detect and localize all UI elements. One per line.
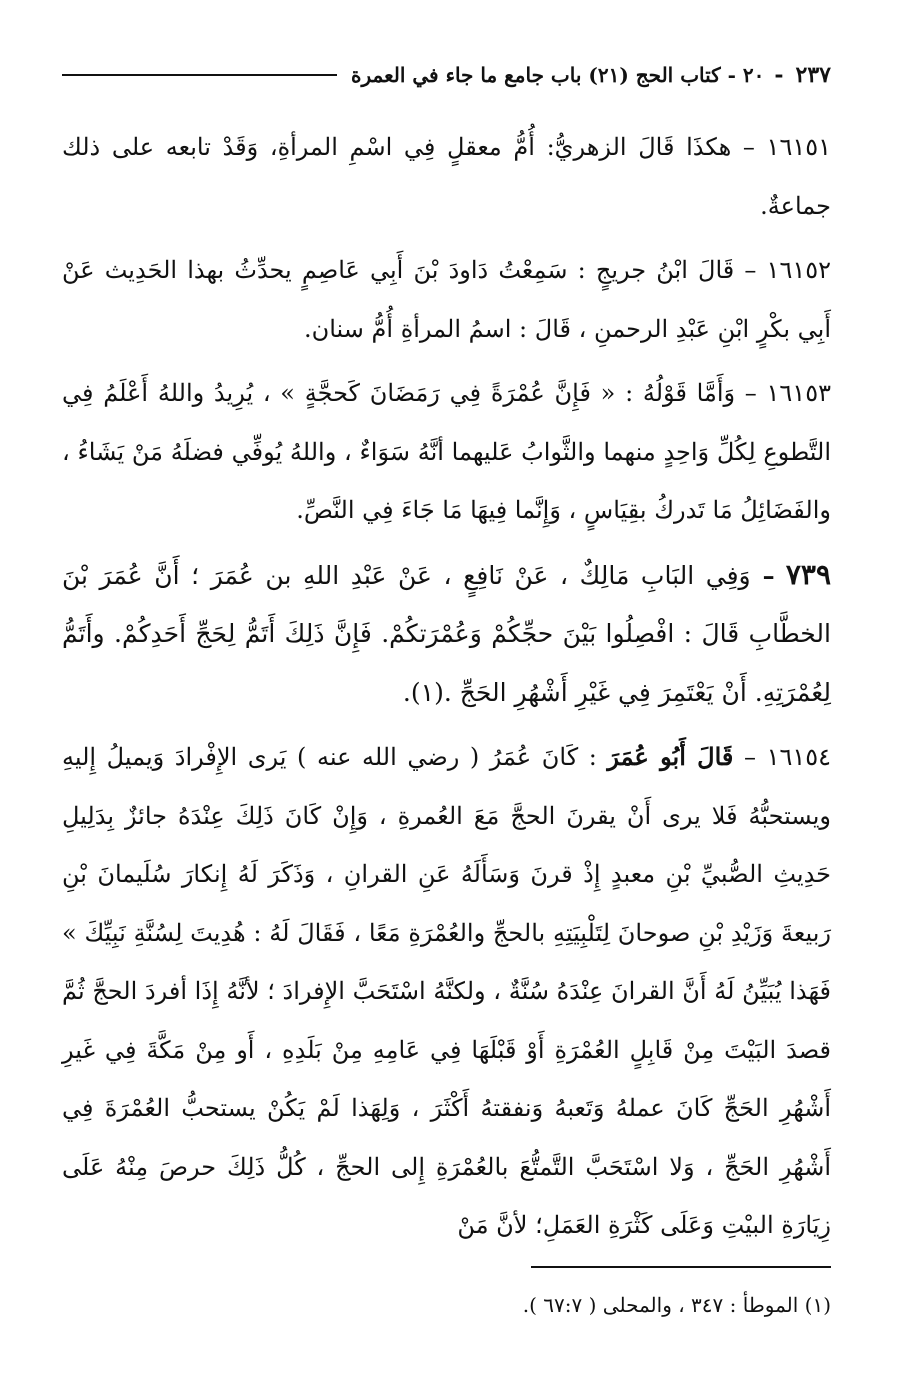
page-number: ٢٣٧ [795,62,831,88]
paragraph-16153 [62,364,831,540]
paragraph-text: قَالَ ابْنُ جريجٍ : سَمِعْتُ دَاودَ بْنَ أَبِي عَاصِمٍ يحدِّثُ بهذا الحَدِيث عَنْ أَبِي بكْرٍ ابْنِ عَبْدِ الرحمنِ ، قَالَ : اسمُ المرأةِ أُمُّ سنان. [62,256,831,343]
paragraph-16152 [62,241,831,358]
paragraph-16151 [62,118,831,235]
footnote: (١) الموطأ : ٣٤٧ ، والمحلى ( ٦٧:٧ ). [522,1293,831,1317]
paragraph-text: : كَانَ عُمَرُ ( رضي الله عنه ) يَرى الإِفْرادَ وَيميلُ إِليهِ ويستحبُّهُ فَلا يرى أَنْ يقرنَ الحجَّ مَعَ العُمرةِ ، وَإِنْ كَانَ ذَلِكَ عِنْدَهُ جائزٌ بِدَلِيلِ حَدِيثِ الصُّبيِّ بْنِ معبدٍ إِذْ قرنَ وَسَأَلَهُ عَنِ القرانِ ، وَذَكَرَ لَهُ إِنكارَ سُلَيمانَ بْنِ رَبيعةَ وَزَيْدِ بْنِ صوحانَ لِتَلْبِيَتِهِ بالحجِّ والعُمْرَةِ مَعًا ، فَقَالَ لَهُ : هُدِيتَ لِسُنَّةِ نَبِيِّكَ » فَهَذا يُبَيِّنُ لَهُ أَنَّ القرانَ عِنْدَهُ سُنَّةٌ ، ولكنَّهُ اسْتَحَبَّ الإِفرادَ ؛ لأنَّهُ إِذَا أفردَ الحجَّ ثُمَّ قصدَ البَيْتَ مِنْ قَابِلٍ العُمْرَةِ أَوْ قَبْلَهَا فِي عَامِهِ مِنْ بَلَدِهِ ، أَو مِنْ مَكَّةَ فِي غَيرِ أَشْهُرِ الحَجِّ كَانَ عملهُ وَتَعبهُ وَنفقتهُ أَكْثَرَ ، وَلِهَذا لَمْ يَكُنْ يستحبُّ العُمْرَةَ فِي أَشْهُرِ الحَجِّ ، وَلا اسْتَحَبَّ التَّمتُّعَ بالعُمْرَةِ إِلى الحجِّ ، كُلُّ ذَلِكَ حرصَ مِنْهُ عَلَى زِيَارَةِ البيْتِ وَعَلَى كَثْرَةِ العَمَلِ؛ لأنَّ مَنْ [62,743,831,1239]
paragraph-number: ١٦١٥١ [766,133,831,161]
dash: – [735,379,757,407]
hadith-text: وَفِي البَابِ مَالِكٌ ، عَنْ نَافِعٍ ، عَنْ عَبْدِ اللهِ بن عُمَرَ ؛ أَنَّ عُمَرَ بْنَ الخطَّابِ قَالَ : افْصِلُوا بَيْنَ حجِّكُمْ وَعُمْرَتكُمْ. فَإِنَّ ذَلِكَ أَتَمُّ لِحَجِّ أَحَدِكُمْ. وأَتَمُّ لِعُمْرَتِهِ. أَنْ يَعْتَمِرَ فِي غَيْرِ أَشْهُرِ الحَجِّ .(١). [62,560,831,707]
header-title: ٢٠ - كتاب الحج (٢١) باب جامع ما جاء في العمرة [351,63,765,87]
hadith-739 [62,546,831,723]
speaker-lead: قَالَ أَبُو عُمَرَ [607,742,734,771]
header-dash: - [774,62,784,88]
main-text [62,118,831,1261]
paragraph-number: ١٦١٥٣ [766,379,831,407]
paragraph-number: ١٦١٥٤ [766,743,832,771]
dash: – [750,560,775,590]
dash: – [734,256,757,284]
dash: – [731,133,755,161]
paragraph-number: ١٦١٥٢ [766,256,831,284]
footnote-rule [531,1266,831,1268]
dash: – [733,743,756,771]
paragraph-text: وَأَمَّا قَوْلُهُ : « فَإِنَّ عُمْرَةً فِي رَمَضَانَ كَحجَّةٍ » ، يُرِيدُ واللهُ أَعْلَمُ فِي التَّطوعِ لِكُلِّ وَاحِدٍ منهما والثَّوابُ عَليهما أنَّهُ سَوَاءٌ ، واللهُ يُوفِّي فضلَهُ مَنْ يَشَاءُ ، والفَضَائِلُ مَا تَدركُ بقِيَاسٍ ، وَإِنَّما فِيهَا مَا جَاءَ فِي النَّصِّ. [62,379,831,524]
hadith-number: ٧٣٩ [785,557,832,591]
paragraph-16154 [62,728,831,1255]
paragraph-text: هكذَا قَالَ الزهريُّ: أُمُّ معقلٍ فِي اسْمِ المرأةِ، وَقَدْ تابعه على ذلك جماعةٌ. [62,133,831,220]
header-rule [62,74,337,76]
running-header [62,58,831,92]
